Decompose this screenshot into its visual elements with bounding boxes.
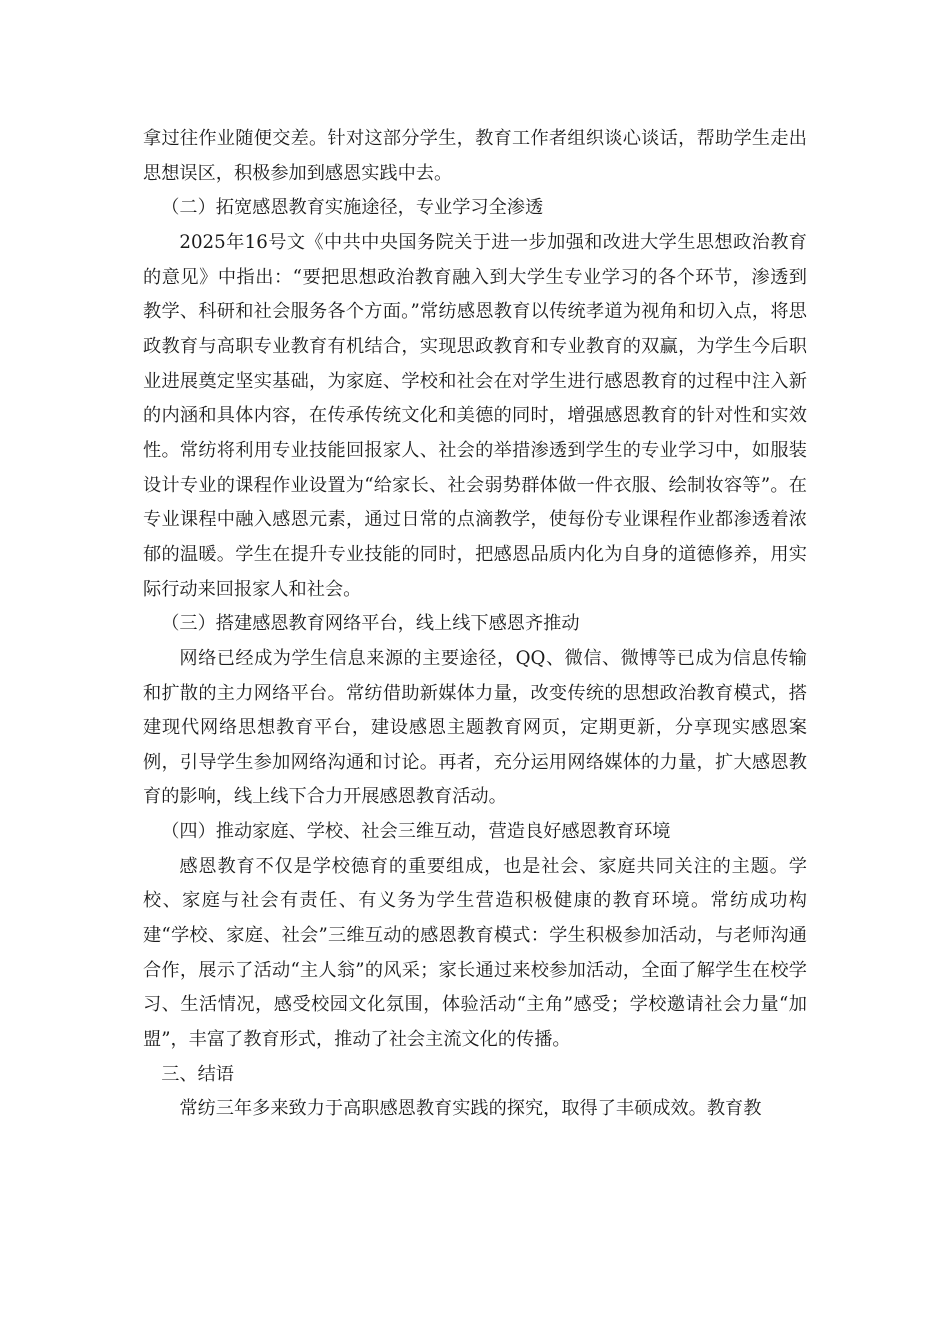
section-heading-4: （四）推动家庭、学校、社会三维互动，营造良好感恩教育环境 bbox=[161, 821, 671, 843]
paragraph-continued: 拿过往作业随便交差。针对这部分学生，教育工作者组织谈心谈话，帮助学生走出思想误区，积极参加到感恩实践中去。 bbox=[143, 128, 807, 184]
paragraph-conclusion: 常纺三年多来致力于高职感恩教育实践的探究，取得了丰硕成效。教育教 bbox=[179, 1098, 762, 1120]
section-heading-2: （二）拓宽感恩教育实施途径，专业学习全渗透 bbox=[161, 197, 544, 219]
chapter-heading-conclusion: 三、结语 bbox=[161, 1063, 234, 1085]
paragraph-three-way-interaction: 感恩教育不仅是学校德育的重要组成，也是社会、家庭共同关注的主题。学校、家庭与社会有责任、有义务为学生营造积极健康的教育环境。常纺成功构建“学校、家庭、社会”三维互动的感恩教育模式：学生积极参加活动，与老师沟通合作，展示了活动“主人翁”的风采；家长通过来校参加活动，全面了解学生在校学习、生活情况，感受校园文化氛围，体验活动“主角”感受；学校邀请社会力量“加盟”，丰富了教育形式，推动了社会主流文化的传播。 bbox=[143, 855, 807, 1051]
paragraph-professional-learning: 2025年16号文《中共中央国务院关于进一步加强和改进大学生思想政治教育的意见》中指出：“要把思想政治教育融入到大学生专业学习的各个环节，渗透到教学、科研和社会服务各个方面。”常纺感恩教育以传统孝道为视角和切入点，将思政教育与高职专业教育有机结合，实现思政教育和专业教育的双赢，为学生今后职业进展奠定坚实基础，为家庭、学校和社会在对学生进行感恩教育的过程中注入新的内涵和具体内容，在传承传统文化和美德的同时，增强感恩教育的针对性和实效性。常纺将利用专业技能回报家人、社会的举措渗透到学生的专业学习中，如服装设计专业的课程作业设置为“给家长、社会弱势群体做一件衣服、绘制妆容等”。在专业课程中融入感恩元素，通过日常的点滴教学，使每份专业课程作业都渗透着浓郁的温暖。学生在提升专业技能的同时，把感恩品质内化为自身的道德修养，用实际行动来回报家人和社会。 bbox=[143, 231, 807, 600]
section-heading-3: （三）搭建感恩教育网络平台，线上线下感恩齐推动 bbox=[161, 613, 580, 635]
document-body bbox=[143, 122, 807, 1127]
paragraph-network-platform: 网络已经成为学生信息来源的主要途径，QQ、微信、微博等已成为信息传输和扩散的主力网络平台。常纺借助新媒体力量，改变传统的思想政治教育模式，搭建现代网络思想教育平台，建设感恩主题教育网页，定期更新，分享现实感恩案例，引导学生参加网络沟通和讨论。再者，充分运用网络媒体的力量，扩大感恩教育的影响，线上线下合力开展感恩教育活动。 bbox=[143, 647, 807, 808]
